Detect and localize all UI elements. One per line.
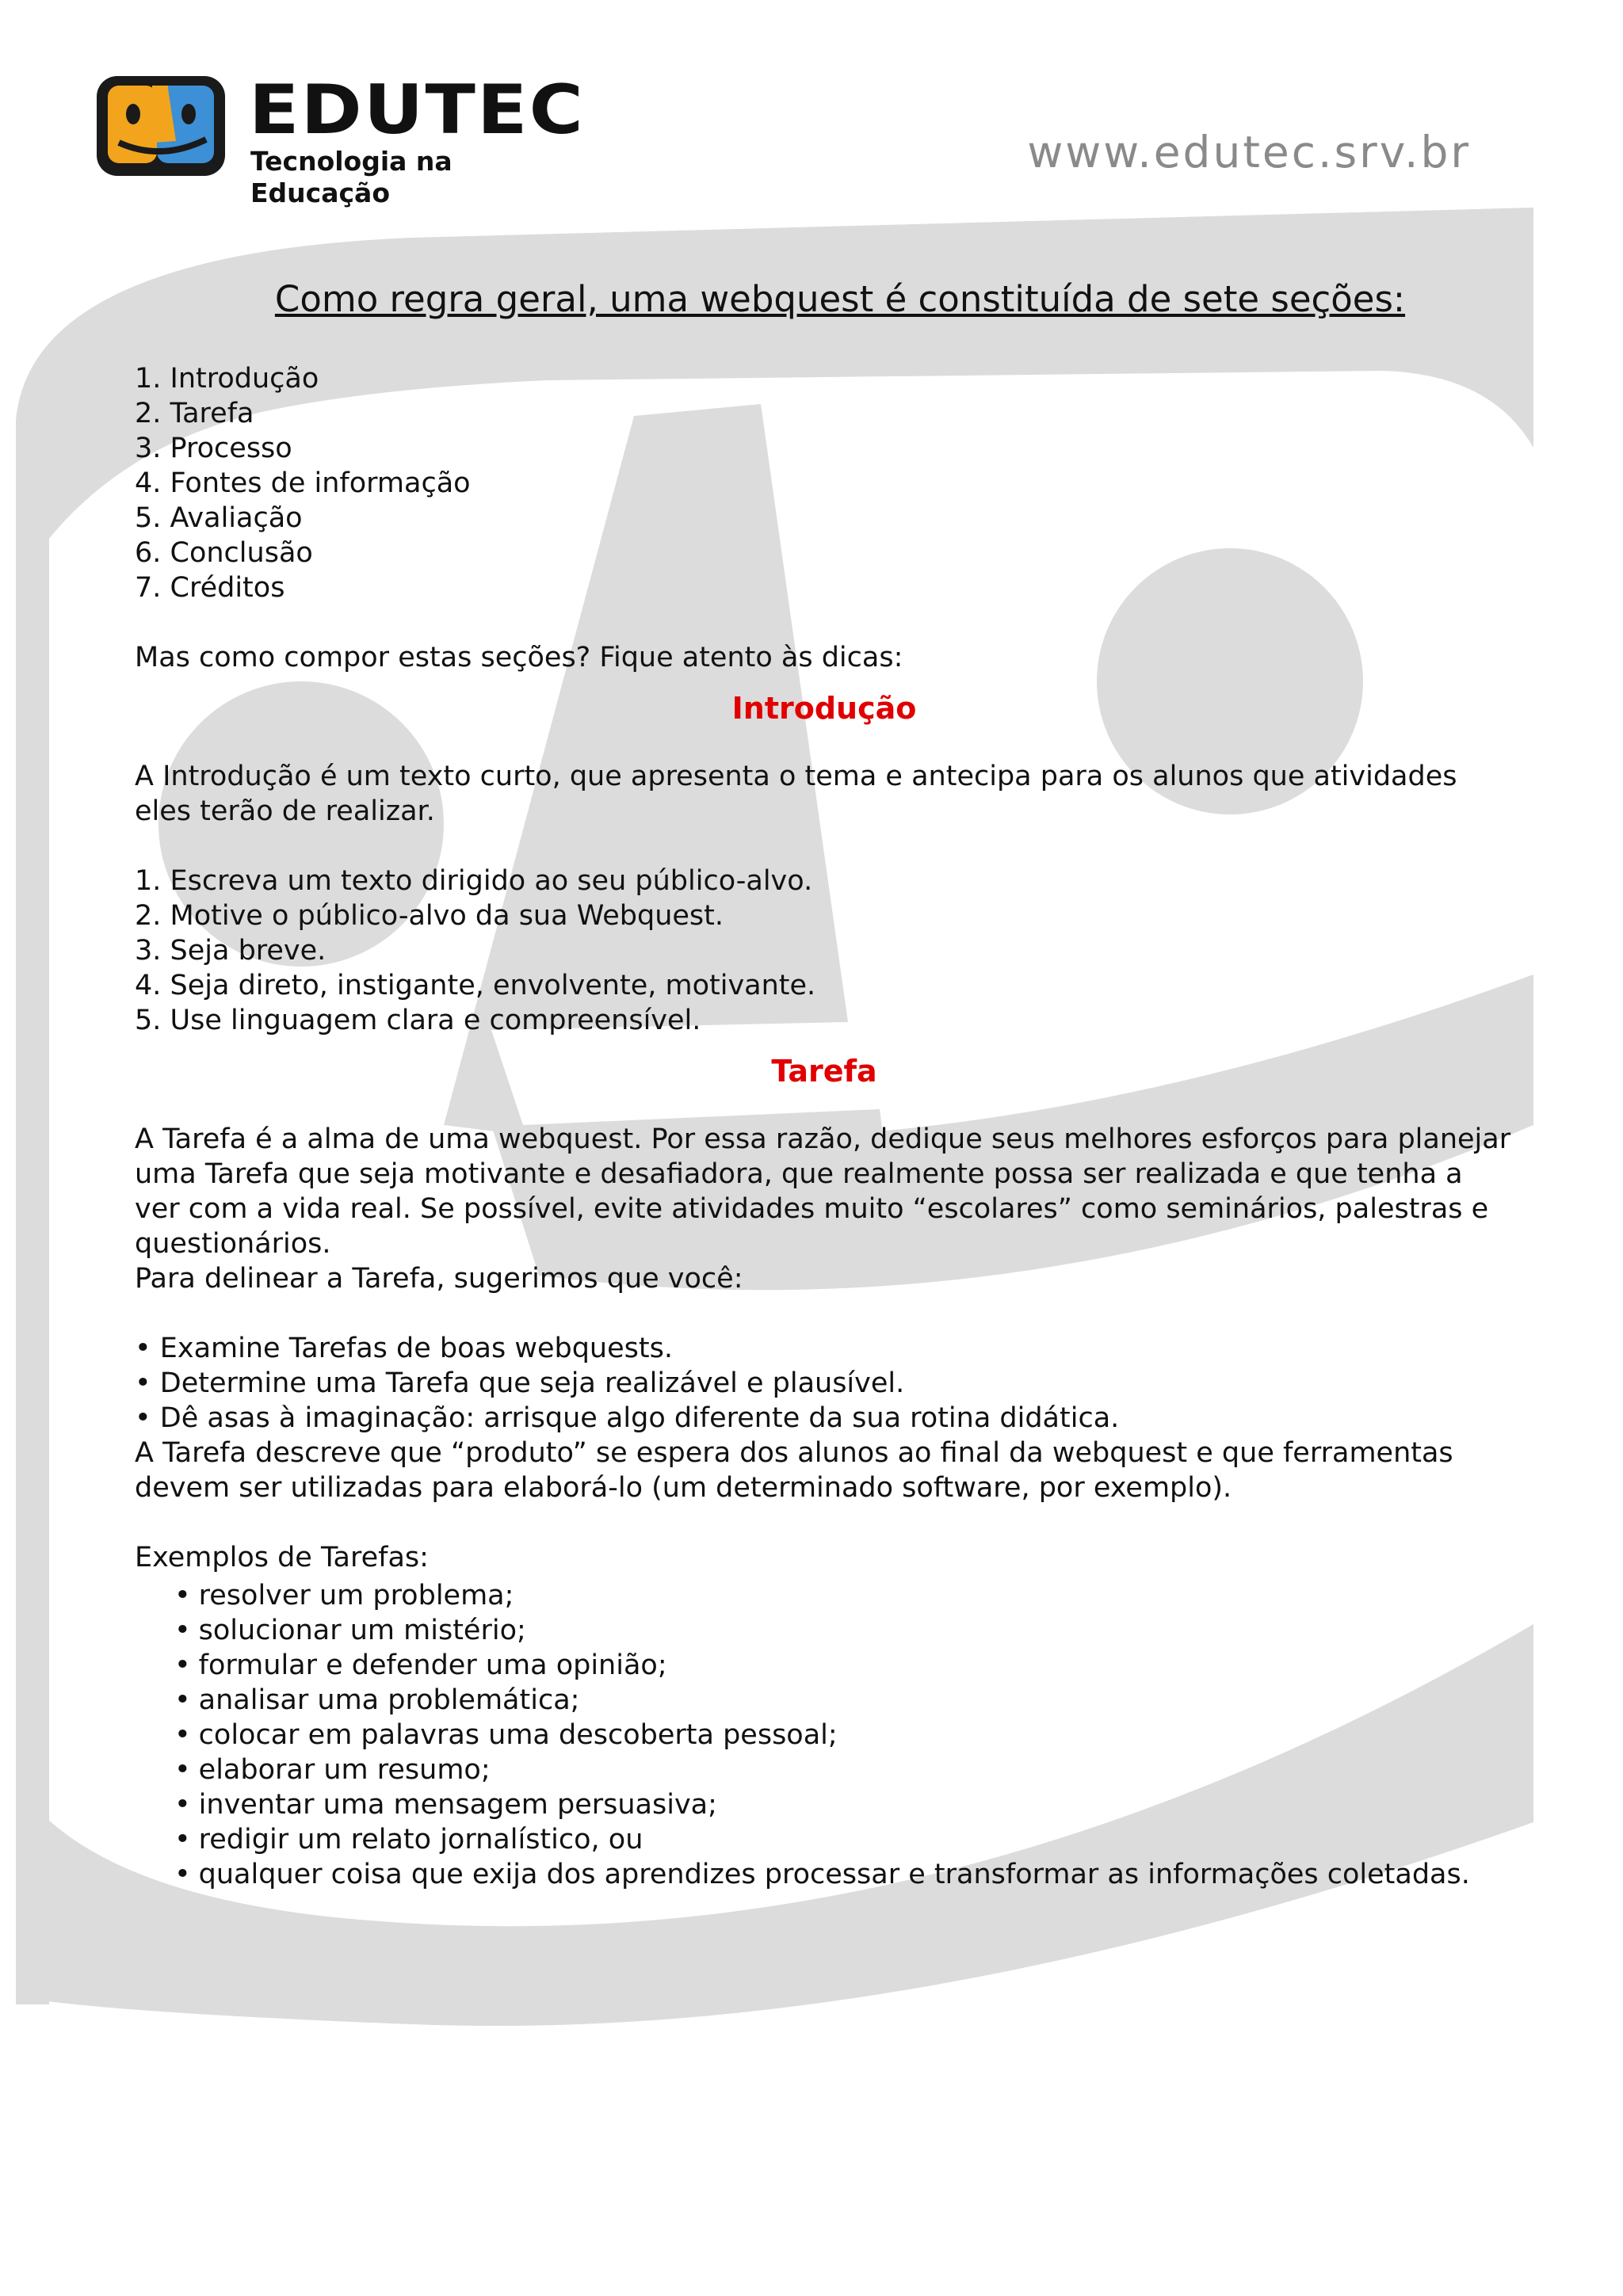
list-item: • qualquer coisa que exija dos aprendizes processar e transformar as informações coletadas. bbox=[174, 1857, 1514, 1892]
document-title: Como regra geral, uma webquest é constituída de sete seções: bbox=[274, 278, 1406, 320]
list-item: • redigir um relato jornalístico, ou bbox=[174, 1822, 1514, 1857]
tarefa-delinear: Para delinear a Tarefa, sugerimos que você: bbox=[135, 1263, 743, 1295]
list-item: 7. Créditos bbox=[135, 572, 285, 604]
site-url: www.edutec.srv.br bbox=[1027, 127, 1471, 177]
list-item: 6. Conclusão bbox=[135, 537, 313, 569]
list-item: 3. Processo bbox=[135, 433, 292, 464]
list-item: • solucionar um mistério; bbox=[174, 1613, 1514, 1648]
logo-wordmark: EDUTEC bbox=[249, 71, 585, 150]
tips-intro: Mas como compor estas seções? Fique atento às dicas: bbox=[135, 642, 903, 673]
list-item: • colocar em palavras uma descoberta pessoal; bbox=[174, 1718, 1514, 1753]
logo-tagline: Tecnologia na Educação bbox=[250, 146, 453, 208]
heading-tarefa: Tarefa bbox=[771, 1054, 877, 1089]
edutec-logo bbox=[94, 71, 601, 208]
examples-list bbox=[135, 1578, 1514, 1892]
list-item: • resolver um problema; bbox=[174, 1578, 1514, 1613]
list-item: 5. Avaliação bbox=[135, 502, 303, 534]
list-item: 5. Use linguagem clara e compreensível. bbox=[135, 1005, 701, 1036]
list-item: • inventar uma mensagem persuasiva; bbox=[174, 1787, 1514, 1822]
introducao-paragraph: A Introdução é um texto curto, que apresenta o tema e antecipa para os alunos que atividades eles terão de realizar. bbox=[135, 761, 1457, 827]
list-item: • elaborar um resumo; bbox=[174, 1753, 1514, 1787]
list-item: • Determine uma Tarefa que seja realizável e plausível. bbox=[135, 1367, 905, 1399]
list-item: 2. Tarefa bbox=[135, 398, 254, 429]
list-item: 4. Seja direto, instigante, envolvente, motivante. bbox=[135, 970, 816, 1001]
tarefa-suggestions-list bbox=[135, 1331, 1514, 1436]
page-header bbox=[0, 0, 1623, 208]
list-item: 1. Introdução bbox=[135, 363, 319, 395]
introducao-tips-list bbox=[135, 864, 1514, 1038]
heading-introducao: Introdução bbox=[731, 691, 917, 726]
list-item: • Dê asas à imaginação: arrisque algo diferente da sua rotina didática. bbox=[135, 1402, 1120, 1434]
examples-title: Exemplos de Tarefas: bbox=[135, 1542, 429, 1573]
edutec-emblem-icon bbox=[94, 73, 228, 179]
list-item: 1. Escreva um texto dirigido ao seu público-alvo. bbox=[135, 865, 813, 897]
list-item: • analisar uma problemática; bbox=[174, 1683, 1514, 1718]
list-item: • formular e defender uma opinião; bbox=[174, 1648, 1514, 1683]
list-item: 3. Seja breve. bbox=[135, 935, 327, 967]
sections-list bbox=[135, 361, 1514, 605]
document-body bbox=[135, 277, 1514, 1892]
list-item: 2. Motive o público-alvo da sua Webquest. bbox=[135, 900, 724, 932]
tarefa-product-paragraph: A Tarefa descreve que “produto” se espera dos alunos ao final da webquest e que ferramentas devem ser utilizadas para elaborá-lo (um determinado software, por exemplo). bbox=[135, 1437, 1453, 1504]
list-item: • Examine Tarefas de boas webquests. bbox=[135, 1333, 673, 1364]
list-item: 4. Fontes de informação bbox=[135, 467, 471, 499]
tarefa-paragraph: A Tarefa é a alma de uma webquest. Por essa razão, dedique seus melhores esforços para planejar uma Tarefa que seja motivante e desafiadora, que realmente possa ser realizada e que tenha a ver com a vida real. Se possível, evite atividades muito “escolares” como seminários, palestras e questionários. bbox=[135, 1123, 1511, 1260]
